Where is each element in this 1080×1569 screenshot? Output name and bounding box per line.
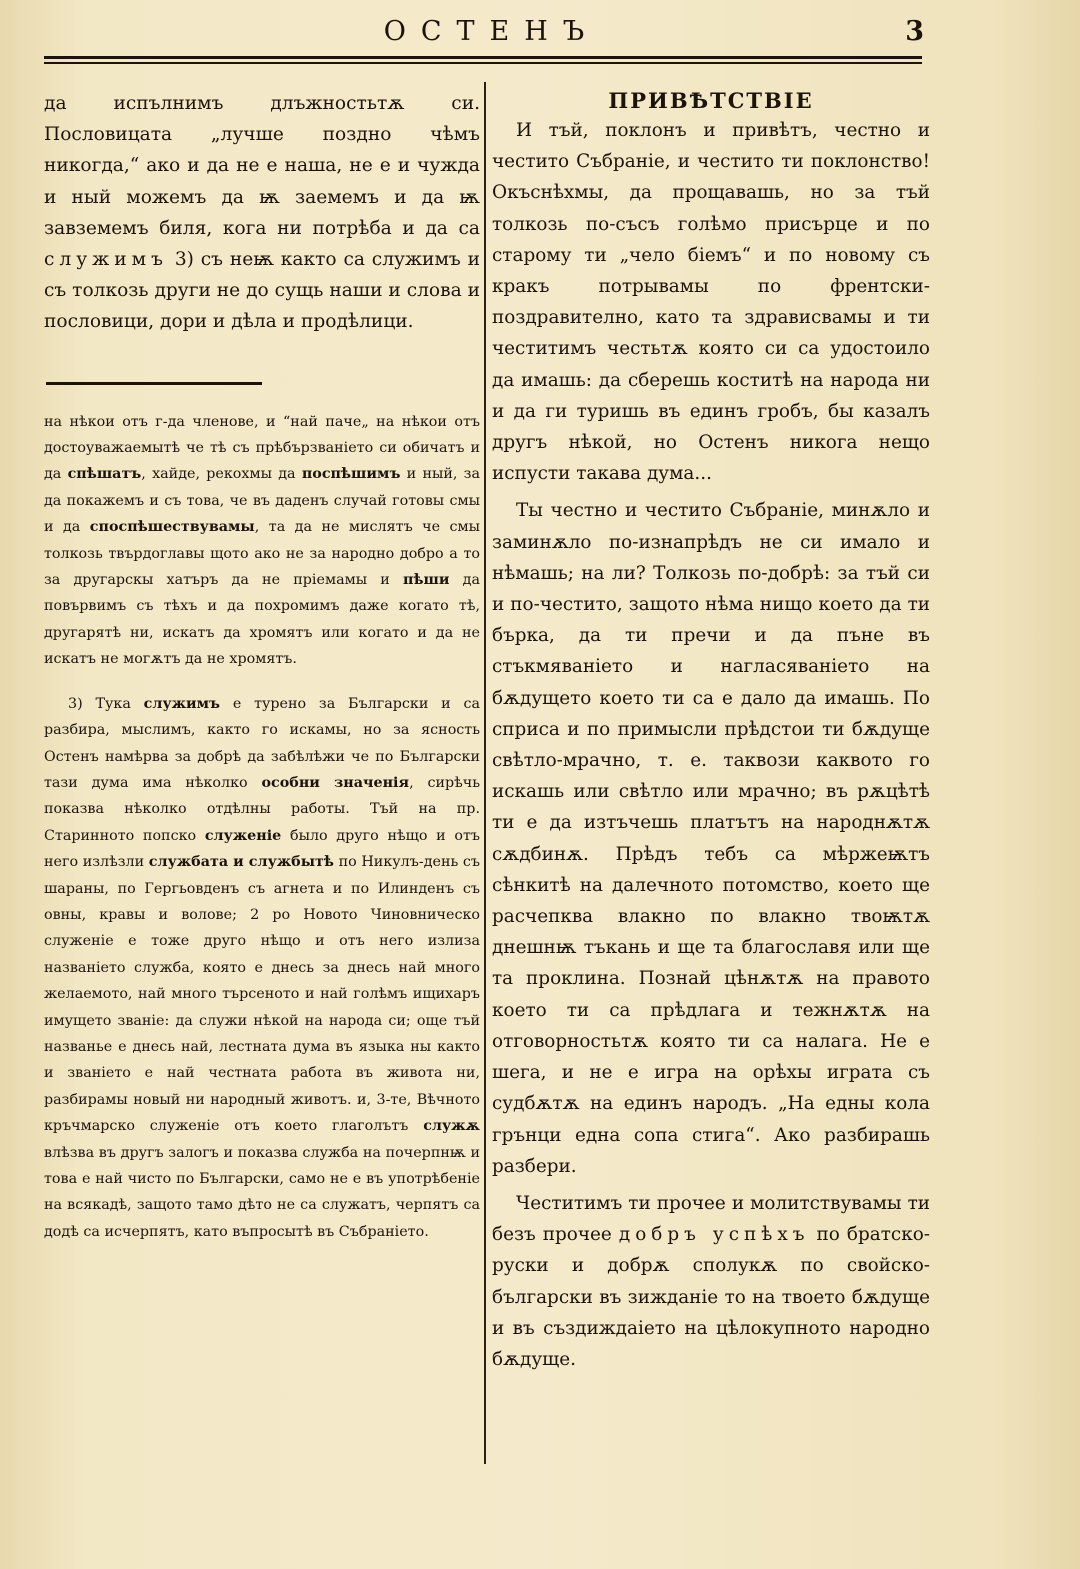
footnote-text: , хайде, рекохмы да xyxy=(141,466,302,483)
footnote-bold-word: службата и службытѣ xyxy=(148,854,334,871)
footnote-bold-word: служѫ xyxy=(423,1118,480,1135)
footnote-bold-word: поспѣшимъ xyxy=(301,466,401,483)
main-text-part: да испълнимъ длъжностьтѫ си. Пословицата „лучше поздно чѣмъ никогда,“ ако и да не е наша, не е и чужда и ный можемъ да ѭ заемемъ и да ѭ завземемъ биля, кога ни потрѣба и да са xyxy=(44,93,480,239)
article-text: по братско-руски и добрѫ сполукѫ по свойско-български въ зижданiе то на твоето бѫдуще и въ създиждаiето на цѣлокупното народно бѫдуще. xyxy=(492,1224,930,1370)
masthead-title: ОСТЕНЪ xyxy=(383,16,600,47)
article-spaced-phrase: добръ успѣхъ xyxy=(618,1224,810,1246)
footnote-text: влѣзва въ другъ залогъ и показва служба на почерпнѭ и това е най чисто по Български, само не е въ употрѣбенiе на всякадѣ, защото тамо дѣто не са служатъ, черпятъ са додѣ са исчерпятъ, като въпросытѣ въ Събранiето. xyxy=(44,1144,480,1240)
main-text-spaced-word: служимъ xyxy=(44,249,168,271)
footnote-text: е турено за Български и са разбира, мыслимъ, както го искамы, но за ясность Остенъ намѣрва за добрѣ да забѣлѣжи че по Български тази дума има нѣколко xyxy=(44,695,480,791)
footnote-text: , сирѣчь показва нѣколко отдѣлны работы. Тъй на пр. Старинното попско xyxy=(44,774,481,844)
main-text-continuation xyxy=(44,88,480,338)
right-column xyxy=(492,88,930,1375)
footnote-bold-word: служенiе xyxy=(204,827,282,844)
main-text-part: 3) съ неѭ както са служимъ и съ толкозь други не до сущь наши и слова и пословици, дори и дѣла и продѣлици. xyxy=(44,249,480,333)
footnote-text: , та да не мислятъ че смы толкозь твърдоглавы щото ако не за народно добро а то за другарскы хатъръ да не прiемамы и xyxy=(44,519,480,589)
article-text: Честитимъ ти прочее и молитствувамы ти безъ прочее xyxy=(492,1192,930,1246)
footnote-text: по Никулъ-день съ шараны, по Гергьовденъ съ агнета и по Илинденъ съ овны, кравы и волове; 2 ро Новото Чиновническо служенiе е тоже друго нѣщо и отъ него излиза названiето служба, която е днесь за днесь най много желаемото, най много търсеното и най голѣмъ ищихаръ имущето званiе: да служи нѣкой на народа си; още тъй названье е днесь най, лестната дума въ языка ны както и званiето е най честната работа въ живота ни, разбирамы новый ни народный животъ. и, 3-те, Вѣчното кръчмарско служенiе отъ което глаголътъ xyxy=(44,854,480,1135)
article-paragraph-1: И тъй, поклонъ и привѣтъ, честно и честито Събранiе, и честито ти поклонство! Окъснѣхмы, да прощавашь, но за тъй толкозь по-съсъ голѣмо присърце и по старому ти „чело бiемъ“ и по новому съ кракъ потрывамы по френтски-поздравително, като та здрависвамы и ти честитимъ честьтѫ която си са удостоило да имашь: да сберешь коститѣ на народа ни и да ги туришь въ единъ гробъ, бы казалъ другъ нѣкой, но Остенъ никога нещо испусти такава дума... xyxy=(492,120,930,485)
footnote-text: 3) Тука xyxy=(68,695,144,712)
article-paragraph-3 xyxy=(492,1188,930,1375)
footnote-text: на нѣкои отъ г-да членове, и “най паче„ на нѣкои отъ достоуважаемытѣ че тѣ съ прѣбързванiето си обичатъ и да xyxy=(44,413,480,483)
page-header xyxy=(44,14,924,54)
footnote-bold-word: спѣшатъ xyxy=(67,466,142,483)
footnote-bold-word: служимъ xyxy=(143,695,221,712)
column-divider xyxy=(484,82,486,1464)
left-column xyxy=(44,88,480,1245)
footnote-text: и ный, за да покажемъ и съ това, че въ даденъ случай готовы смы и да xyxy=(44,466,481,536)
header-rule-secondary xyxy=(44,62,922,64)
footnote-bold-word: особни значенiя xyxy=(261,774,410,791)
article-paragraph-2: Ты честно и честито Събранiе, минѫло и заминѫло по-изнапрѣдъ не си имало и нѣмашь; на ли? Толкозь по-добрѣ: за тъй си и по-честито, защото нѣма нищо което да ти бърка, да ти пречи и да пъне въ стъкмяванiето и нагласяванiето на бѫдущето което ти са е дало да имашь. По сприса и по примысли прѣдстои ти бѫдуще свѣтло-мрачно, т. е. таквози каквото го искашь или свѣтло или мрачно; въ рѫцѣтѣ ти е да изтъчешь платътъ на народнѫтѫ сѫдбинѫ. Прѣдъ тебъ са мѣржеѭтъ сѣнкитѣ на далечното потомство, което ще расчепква влакно по влакно твоѭтѫ днешнѭ тъкань и ще та благославя или ще та проклина. Познай цѣнѫтѫ на правото което ти са прѣдлага и тежнѫтѫ на отговорностьтѫ която ти са налага. Не е шега, и не е игра на орѣхы играта съ судбѫтѫ на единъ народъ. „На едны кола грънци една сопа стига“. Ако разбирашь разбери. xyxy=(492,500,930,1177)
footnote-bold-word: споспѣшествувамы xyxy=(89,519,255,536)
footnote-text: было друго нѣщо и отъ него излѣзли xyxy=(44,827,480,871)
footnote-bold-word: пѣши xyxy=(402,572,450,589)
article-heading: ПРИВѢТСТВIЕ xyxy=(608,88,814,113)
header-rule xyxy=(44,56,922,59)
footnote-3 xyxy=(44,691,480,1246)
footnote-text: да повървимъ съ тѣхъ и да похромимъ даже когато тѣ, другарятѣ ни, искатъ да хромятъ или когато и да не искатъ не могѫтъ да не хромятъ. xyxy=(44,572,480,668)
page-number: 3 xyxy=(905,16,924,47)
footnote-continuation xyxy=(44,409,480,673)
footnote-separator xyxy=(46,382,262,385)
footnote-gap xyxy=(44,673,480,691)
